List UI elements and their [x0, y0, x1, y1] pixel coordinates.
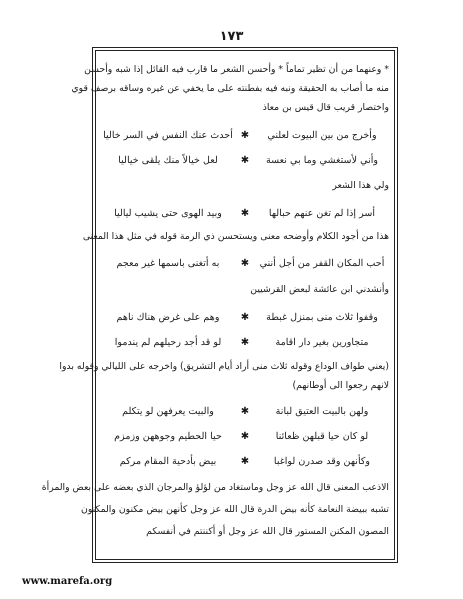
text-line: (يعني طواف الوداع وقوله ثلاث منى أراد أيام التشريق) واخرجه على الليالي وقوله بدوا	[59, 361, 389, 372]
verse-line	[101, 257, 389, 271]
text-line: ولي هذا الشعر	[332, 180, 389, 191]
verse-first-hemistich: متجاورين بغير دار اقامة	[275, 337, 369, 348]
verse-second-hemistich: لو قد أجد رحيلهم لم يندموا	[114, 337, 222, 348]
star-separator-icon: ✱	[240, 337, 250, 348]
star-separator-icon: ✱	[240, 406, 250, 417]
text-line: هذا من أجود الكلام وأوضحه معنى ويستحسن ذي الرمة قوله في مثل هذا المعنى	[82, 231, 389, 242]
verse-first-hemistich: ولهن بالبيت العتيق لبانة	[275, 406, 369, 417]
verse-line	[101, 455, 389, 469]
text-line: * وعنهما من أن تظير تماماً * وأحسن الشعر ما قارب فيه القائل إذا شبه وأحسن	[84, 64, 389, 75]
verse-first-hemistich: أسر إذا لم تغن عنهم حبالها	[268, 208, 376, 219]
verse-first-hemistich: لو كان حيا قبلهن ظعائنا	[275, 431, 369, 442]
text-line: منه ما أصاب به الحقيقة ونبه فيه بفطنته على ما يخفي عن غيره وساقه برصف قوي	[71, 83, 389, 94]
star-separator-icon: ✱	[240, 456, 250, 467]
verse-second-hemistich: وبيد الهوى حتى يشيب لياليا	[114, 208, 222, 219]
verse-line	[101, 430, 389, 444]
star-separator-icon: ✱	[240, 130, 250, 141]
text-line: تشبه ببيضة النعامة كأنه بيض الدرة قال الله عز وجل كأنهن بيض مكنون والمكنون	[81, 504, 389, 515]
verse-first-hemistich: وأخرج من بين البيوت لعلني	[267, 130, 377, 141]
star-separator-icon: ✱	[240, 258, 250, 269]
verse-second-hemistich: والبيت يعرفهن لو يتكلم	[122, 406, 214, 417]
verse-first-hemistich: أحب المكان القفر من أجل أنني	[259, 258, 385, 269]
verse-second-hemistich: به أتغنى باسمها غير معجم	[116, 258, 220, 269]
verse-first-hemistich: وأني لأستغشي وما بي نعسة	[265, 155, 379, 166]
verse-second-hemistich: حيا الحطيم وجوههن وزمزم	[114, 431, 222, 442]
verse-second-hemistich: بيض بأدحية المقام مركم	[119, 456, 217, 467]
text-line: وأنشدني ابن عائشة لبعض القرشيين	[250, 284, 389, 295]
star-separator-icon: ✱	[240, 155, 250, 166]
page-body	[41, 56, 389, 552]
page-number: ١٧٣	[219, 29, 244, 44]
verse-second-hemistich: لعل خيالاً منك يلقى خياليا	[118, 155, 218, 166]
verse-line	[101, 154, 389, 168]
star-separator-icon: ✱	[240, 431, 250, 442]
verse-second-hemistich: وهم على غرض هناك ناهم	[116, 312, 220, 323]
verse-second-hemistich: أحدث عنك النفس في السر خاليا	[103, 130, 233, 141]
verse-line	[101, 207, 389, 221]
footer-website-url: www.marefa.org	[22, 576, 113, 587]
star-separator-icon: ✱	[240, 312, 250, 323]
text-line: واختصار قريب قال قيس بن معاذ	[262, 102, 389, 113]
star-separator-icon: ✱	[240, 208, 250, 219]
verse-line	[101, 336, 389, 350]
verse-line	[101, 405, 389, 419]
text-line: لانهم رجعوا الى أوطانهم)	[292, 380, 389, 391]
verse-line	[101, 129, 389, 143]
verse-line	[101, 311, 389, 325]
verse-first-hemistich: وقفوا ثلاث منى بمنزل غبطة	[266, 312, 378, 323]
text-line: المصون المكنن المستور قال الله عز وجل أو أكننتم في أنفسكم	[146, 526, 389, 537]
verse-first-hemistich: وكأنهن وقد صدرن لواغبا	[273, 456, 371, 467]
text-line: الاذعب المعنى قال الله عز وجل وماستغاد من لؤلؤ والمرجان الذي بعضه على بعض والمرأة	[41, 482, 389, 493]
